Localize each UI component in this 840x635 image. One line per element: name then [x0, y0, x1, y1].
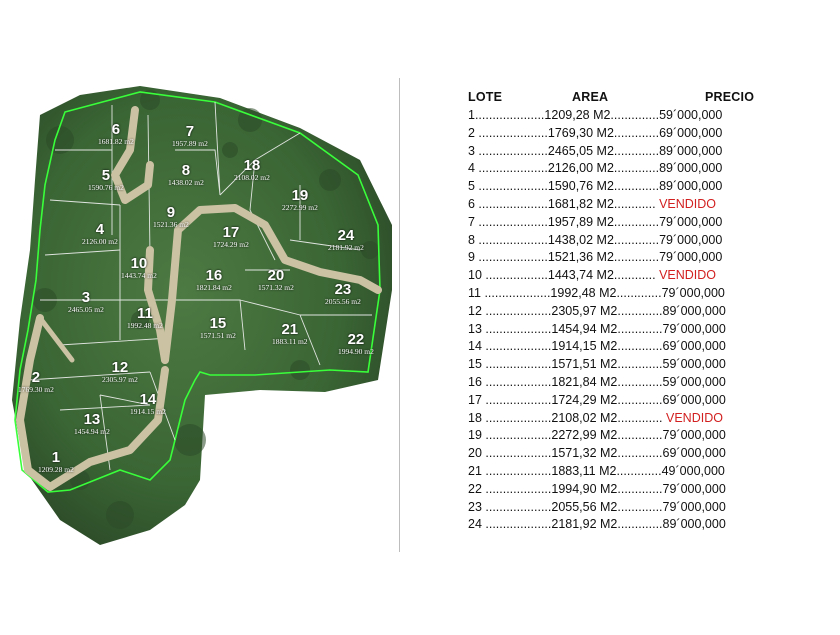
- lot-area: 1571.32 m2: [258, 283, 294, 292]
- table-row: [468, 143, 828, 161]
- table-row: [468, 285, 828, 303]
- lot-label-24[interactable]: [328, 228, 364, 252]
- table-rows: [468, 107, 828, 534]
- lot-number: 21: [281, 321, 299, 338]
- lot-area: 1521.36 m2: [153, 220, 189, 229]
- row-price: 59´000,000: [662, 374, 726, 389]
- lot-number: 5: [101, 167, 111, 184]
- row-lot-area: 13 ...................1454,94 M2.............: [468, 321, 663, 336]
- row-price: 69´000,000: [662, 446, 726, 461]
- lot-area: 2181.92 m2: [328, 243, 364, 252]
- lot-number: 10: [130, 255, 148, 272]
- lot-number: 17: [222, 224, 240, 241]
- row-lot-area: 23 ...................2055,56 M2.............: [468, 499, 663, 514]
- row-lot-area: 22 ...................1994,90 M2.............: [468, 481, 663, 496]
- row-lot-area: 21 ...................1883,11 M2.............: [468, 463, 662, 478]
- lot-number: 9: [166, 204, 176, 221]
- row-price: 79´000,000: [659, 232, 723, 247]
- row-lot-area: 10 ..................1443,74 M2............: [468, 268, 656, 283]
- table-header: [468, 90, 828, 107]
- table-row: [468, 427, 828, 445]
- lot-area: 1209.28 m2: [38, 465, 74, 474]
- lot-number: 6: [111, 121, 121, 138]
- lot-number: 15: [209, 315, 227, 332]
- row-sold-status: VENDIDO: [662, 410, 723, 425]
- lot-label-6[interactable]: [98, 122, 134, 146]
- lot-number: 3: [81, 289, 91, 306]
- row-lot-area: 19 ...................2272,99 M2.............: [468, 428, 663, 443]
- lot-number: 24: [337, 227, 355, 244]
- subdivision-map: [0, 0, 400, 630]
- lot-label-16[interactable]: [196, 268, 232, 292]
- table-row: [468, 516, 828, 534]
- row-price: 79´000,000: [662, 499, 726, 514]
- row-lot-area: 20 ...................1571,32 M2.............: [468, 446, 663, 461]
- row-lot-area: 5 ....................1590,76 M2.............: [468, 179, 660, 194]
- lot-number: 22: [347, 331, 365, 348]
- row-lot-area: 4 ....................2126,00 M2.............: [468, 161, 660, 176]
- row-lot-area: 7 ....................1957,89 M2.............: [468, 214, 660, 229]
- lot-area: 2108.02 m2: [234, 173, 270, 182]
- lot-area: 1994.90 m2: [338, 347, 374, 356]
- row-price: 79´000,000: [661, 285, 725, 300]
- lot-area: 2126.00 m2: [82, 237, 118, 246]
- lot-number: 14: [139, 391, 157, 408]
- table-row: [468, 392, 828, 410]
- lot-number: 1: [51, 449, 61, 466]
- table-row: [468, 356, 828, 374]
- lot-area: 2465.05 m2: [68, 305, 104, 314]
- table-row: [468, 463, 828, 481]
- lot-number: 12: [111, 359, 129, 376]
- lot-area: 1769.30 m2: [18, 385, 54, 394]
- table-row: [468, 374, 828, 392]
- row-price: 79´000,000: [659, 214, 723, 229]
- lot-area: 1454.94 m2: [74, 427, 110, 436]
- row-price: 89´000,000: [659, 179, 723, 194]
- lot-number: 20: [267, 267, 285, 284]
- lot-label-17[interactable]: [213, 225, 249, 249]
- row-lot-area: 12 ...................2305,97 M2.............: [468, 303, 663, 318]
- row-lot-area: 14 ...................1914,15 M2.............: [468, 339, 663, 354]
- table-row: [468, 160, 828, 178]
- row-price: 79´000,000: [662, 321, 726, 336]
- lot-number: 7: [185, 123, 195, 140]
- table-row: [468, 445, 828, 463]
- lot-label-8[interactable]: [168, 163, 204, 187]
- lot-area: 1821.84 m2: [196, 283, 232, 292]
- row-price: 89´000,000: [659, 161, 723, 176]
- lot-label-9[interactable]: [153, 205, 189, 229]
- lot-label-12[interactable]: [102, 360, 138, 384]
- row-lot-area: 6 ....................1681,82 M2............: [468, 196, 656, 211]
- row-price: 69´000,000: [662, 392, 726, 407]
- lot-label-18[interactable]: [234, 158, 270, 182]
- row-price: 69´000,000: [662, 339, 726, 354]
- table-row: [468, 178, 828, 196]
- table-row: [468, 107, 828, 125]
- lot-label-4[interactable]: [82, 222, 118, 246]
- row-price: 79´000,000: [662, 428, 726, 443]
- lot-number: 11: [136, 305, 153, 322]
- row-sold-status: VENDIDO: [655, 196, 717, 211]
- divider: [399, 78, 400, 552]
- lot-area: 1438.02 m2: [168, 178, 204, 187]
- header-lote: LOTE: [468, 90, 503, 104]
- row-price: 89´000,000: [662, 517, 726, 532]
- row-lot-area: 15 ...................1571,51 M2.............: [468, 357, 663, 372]
- lot-area: 2055.56 m2: [325, 297, 361, 306]
- table-row: [468, 267, 828, 285]
- table-row: [468, 232, 828, 250]
- row-lot-area: 3 ....................2465,05 M2.............: [468, 143, 660, 158]
- lot-area: 1957.89 m2: [172, 139, 208, 148]
- row-price: 49´000,000: [661, 463, 725, 478]
- row-price: 79´000,000: [659, 250, 723, 265]
- row-lot-area: 8 ....................1438,02 M2.............: [468, 232, 660, 247]
- table-row: [468, 338, 828, 356]
- lot-label-23[interactable]: [325, 282, 361, 306]
- row-sold-status: VENDIDO: [655, 268, 717, 283]
- lot-area: 2305.97 m2: [102, 375, 138, 384]
- row-lot-area: 2 ....................1769,30 M2.............: [468, 125, 660, 140]
- lot-label-19[interactable]: [282, 188, 318, 212]
- lot-label-14[interactable]: [130, 392, 166, 416]
- lot-number: 8: [181, 162, 191, 179]
- table-row: [468, 249, 828, 267]
- row-lot-area: 24 ...................2181,92 M2.............: [468, 517, 663, 532]
- lot-label-21[interactable]: [272, 322, 308, 346]
- row-price: 79´000,000: [662, 481, 726, 496]
- lot-label-13[interactable]: [74, 412, 110, 436]
- lot-number: 19: [291, 187, 309, 204]
- lot-area: 1571.51 m2: [200, 331, 236, 340]
- map-svg: [0, 0, 400, 630]
- row-price: 59´000,000: [662, 357, 726, 372]
- lot-number: 18: [243, 157, 261, 174]
- header-area: AREA: [572, 90, 609, 104]
- table-row: [468, 196, 828, 214]
- row-price: 69´000,000: [659, 125, 723, 140]
- lot-number: 16: [205, 267, 223, 284]
- row-lot-area: 11 ...................1992,48 M2.............: [468, 285, 662, 300]
- lot-label-20[interactable]: [258, 268, 294, 292]
- header-precio: PRECIO: [705, 90, 755, 104]
- lot-label-10[interactable]: [121, 256, 157, 280]
- lot-label-11[interactable]: [127, 306, 163, 330]
- row-lot-area: 17 ...................1724,29 M2.............: [468, 392, 663, 407]
- lot-area: 1883.11 m2: [272, 337, 308, 346]
- lot-label-15[interactable]: [200, 316, 236, 340]
- lot-number: 4: [95, 221, 105, 238]
- lot-area: 1443.74 m2: [121, 271, 157, 280]
- lot-label-2[interactable]: [18, 370, 54, 394]
- table-row: [468, 410, 828, 428]
- lot-number: 2: [31, 369, 41, 386]
- row-price: 59´000,000: [659, 108, 723, 122]
- lot-area: 1724.29 m2: [213, 240, 249, 249]
- lot-number: 13: [83, 411, 101, 428]
- table-row: [468, 214, 828, 232]
- lot-number: 23: [334, 281, 352, 298]
- row-price: 89´000,000: [659, 143, 723, 158]
- lot-label-22[interactable]: [338, 332, 374, 356]
- row-price: 89´000,000: [662, 303, 726, 318]
- row-lot-area: 16 ...................1821,84 M2.............: [468, 374, 663, 389]
- row-lot-area: 18 ...................2108,02 M2.............: [468, 410, 663, 425]
- lot-area: 1914.15 m2: [130, 407, 166, 416]
- lot-area: 1681.82 m2: [98, 137, 134, 146]
- lot-area: 1992.48 m2: [127, 321, 163, 330]
- lot-area: 2272.99 m2: [282, 203, 318, 212]
- lot-label-7[interactable]: [172, 124, 208, 148]
- lot-label-1[interactable]: [38, 450, 74, 474]
- lot-label-3[interactable]: [68, 290, 104, 314]
- table-row: [468, 499, 828, 517]
- row-lot-area: 1....................1209,28 M2..............: [468, 108, 660, 122]
- table-row: [468, 303, 828, 321]
- lot-label-5[interactable]: [88, 168, 124, 192]
- table-row: [468, 321, 828, 339]
- table-row: [468, 125, 828, 143]
- table-row: [468, 481, 828, 499]
- row-lot-area: 9 ....................1521,36 M2.............: [468, 250, 660, 265]
- price-table: [468, 90, 828, 534]
- lot-area: 1590.76 m2: [88, 183, 124, 192]
